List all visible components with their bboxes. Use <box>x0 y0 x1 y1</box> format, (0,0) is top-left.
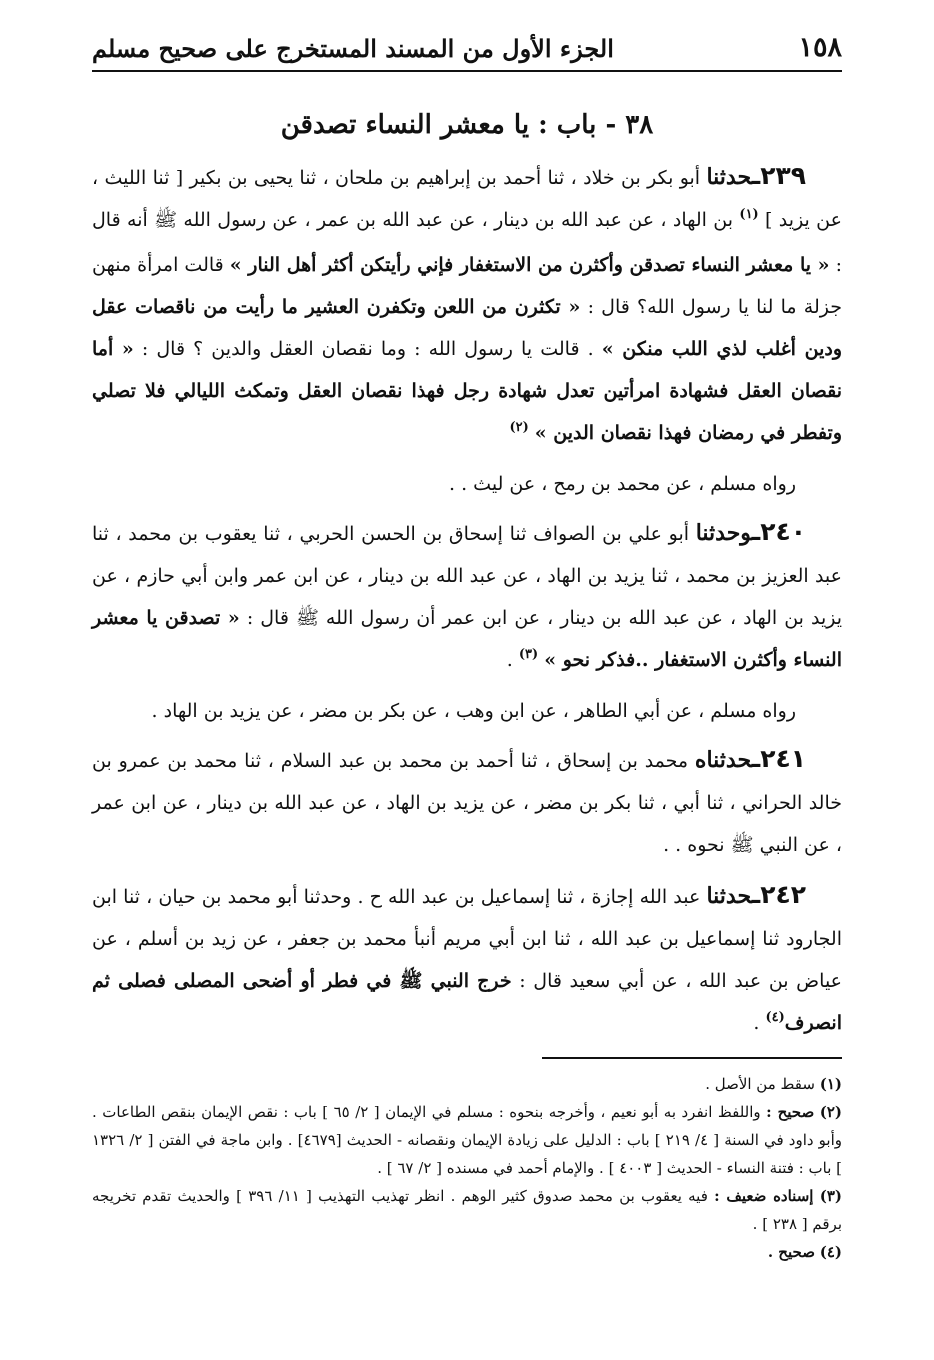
footnote <box>92 1182 842 1238</box>
isnad-text: بن الهاد ، عن عبد الله بن دينار ، عن عبد الله بن عمر ، عن رسول الله ﷺ أنه قال : <box>92 209 843 276</box>
grading-label: صحيح : <box>766 1103 815 1121</box>
hadith-entry <box>92 738 842 874</box>
hadith-opener: وحدثنا <box>695 520 752 546</box>
chapter-title: ٣٨ - باب : يا معشر النساء تصدقن <box>280 110 654 140</box>
hadith-opener: حدثنا <box>706 164 752 190</box>
riwaya-line: رواه مسلم ، عن أبي الطاهر ، عن ابن وهب ، عن بكر بن مضر ، عن يزيد بن الهاد . <box>151 700 796 722</box>
footnote-text: واللفظ انفرد به أبو نعيم ، وأخرجه بنحوه : مسلم في الإيمان [ ٢/ ٦٥ ] باب : نقص الإيمان بنقص الطاعات . وأبو داود في السنة [ ٤/ ٢١٩ ] باب : الدليل على زيادة الإيمان ونقصانه - الحديث [٤٦٧٩] . وابن ماجة في الفتن [ ٢/ ١٣٢٦ ] باب : فتنة النساء - الحديث [ ٤٠٠٣ ] . والإمام أحمد في مسنده [ ٢/ ٦٧ ] . <box>92 1103 843 1177</box>
running-title: الجزء الأول من المسند المستخرج على صحيح مسلم <box>92 34 614 63</box>
isnad-text: أبو بكر بن خلاد ، ثنا أحمد بن إبراهيم بن ملحان ، ثنا يحيى بن بكير [ ثنا الليث ، عن يزيد ] <box>92 167 842 231</box>
footnote-ref: (٣) <box>518 647 539 662</box>
hadith-opener: حدثنا <box>706 883 752 909</box>
footnote-text: سقط من الأصل . <box>705 1075 815 1093</box>
footnote-text: فيه يعقوب بن محمد صدوق كثير الوهم . انظر تهذيب التهذيب [ ١١/ ٣٩٦ ] والحديث تقدم تخريجه برقم [ ٢٣٨ ] . <box>92 1187 842 1233</box>
matn-quote: « تصدقن يا معشر النساء وأكثرن الاستغفار ..فذكر نحو » <box>92 607 842 671</box>
footnote-mark: (١) <box>819 1075 842 1093</box>
hadith-number: ٢٤١ـ <box>751 744 806 773</box>
footnote-mark: (٣) <box>819 1187 842 1205</box>
narration-text: . قالت يا رسول الله : وما نقصان العقل والدين ؟ قال : <box>141 338 594 360</box>
footnote <box>92 1070 842 1098</box>
isnad-text: . <box>753 1012 760 1034</box>
page-number: ١٥٨ <box>798 32 842 63</box>
footnote-mark: (٤) <box>819 1243 842 1261</box>
footnote-ref: (٢) <box>509 420 529 435</box>
matn-quote: « أما نقصان العقل فشهادة امرأتين تعدل شهادة رجل فهذا نقصان العقل وتمكث الليالي فلا تصلي وتفطر في رمضان فهذا نقصان الدين » <box>92 338 842 444</box>
footnote-ref: (٤) <box>765 1010 785 1025</box>
hadith-number: ٢٤٢ـ <box>751 880 806 909</box>
matn-quote: « تكثرن من اللعن وتكفرن العشير ما رأيت من ناقصات عقل ودين أغلب لذي اللب منكن » <box>92 296 842 360</box>
matn-quote: « يا معشر النساء تصدقن وأكثرن من الاستغفار فإني رأيتكن أكثر أهل النار » <box>229 254 830 276</box>
hadith-entry <box>92 874 842 1047</box>
hadith-number: ٢٣٩ـ <box>751 161 806 190</box>
isnad-text: . <box>506 649 513 671</box>
hadith-entry <box>92 511 842 684</box>
running-header <box>92 26 842 72</box>
isnad-text: محمد بن إسحاق ، ثنا أحمد بن محمد بن عبد السلام ، ثنا محمد بن عمرو بن خالد الحراني ، ثنا أبي ، ثنا بكر بن مضر ، عن يزيد بن الهاد ، عن عبد الله بن دينار ، عن ابن عمر ، عن النبي ﷺ نحوه . . <box>92 750 842 856</box>
grading-label: صحيح . <box>767 1243 815 1261</box>
hadith-entry <box>92 155 842 457</box>
footnote <box>92 1098 842 1182</box>
footnote-divider <box>542 1057 842 1059</box>
footnote <box>92 1238 842 1266</box>
main-text <box>92 155 842 1047</box>
riwaya-line: رواه مسلم ، عن محمد بن رمح ، عن ليث . . <box>449 473 796 495</box>
footnote-ref: (١) <box>739 207 759 222</box>
isnad-text: عبد الله إجازة ، ثنا إسماعيل بن عبد الله ح . وحدثنا أبو محمد بن حيان ، ثنا ابن الجارود ثنا إسماعيل بن عبد الله ، ثنا ابن أبي مريم أنبأ محمد بن جعفر ، عن زيد بن أسلم ، عن عياض بن عبد الله ، عن أبي سعيد قال : <box>92 886 843 992</box>
narration-text: قالت امرأة منهن جزلة ما لنا يا رسول الله؟ قال : <box>92 254 842 318</box>
matn-quote: خرج النبي ﷺ في فطر أو أضحى المصلى فصلى ثم انصرف <box>92 970 842 1034</box>
footnotes <box>92 1070 842 1266</box>
hadith-opener: حدثناه <box>694 747 752 773</box>
hadith-number: ٢٤٠ـ <box>751 517 806 546</box>
footnote-mark: (٢) <box>819 1103 842 1121</box>
grading-label: إسناده ضعيف : <box>714 1187 814 1205</box>
isnad-text: أبو علي بن الصواف ثنا إسحاق بن الحسن الحربي ، ثنا يعقوب بن محمد ، ثنا عبد العزيز بن محمد ، ثنا يزيد بن الهاد ، عن عبد الله بن دينار ، عن ابن عمر وابن أبي حازم ، عن يزيد بن الهاد ، عن عبد الله بن دينار ، عن ابن عمر أن رسول الله ﷺ قال : <box>92 523 842 629</box>
